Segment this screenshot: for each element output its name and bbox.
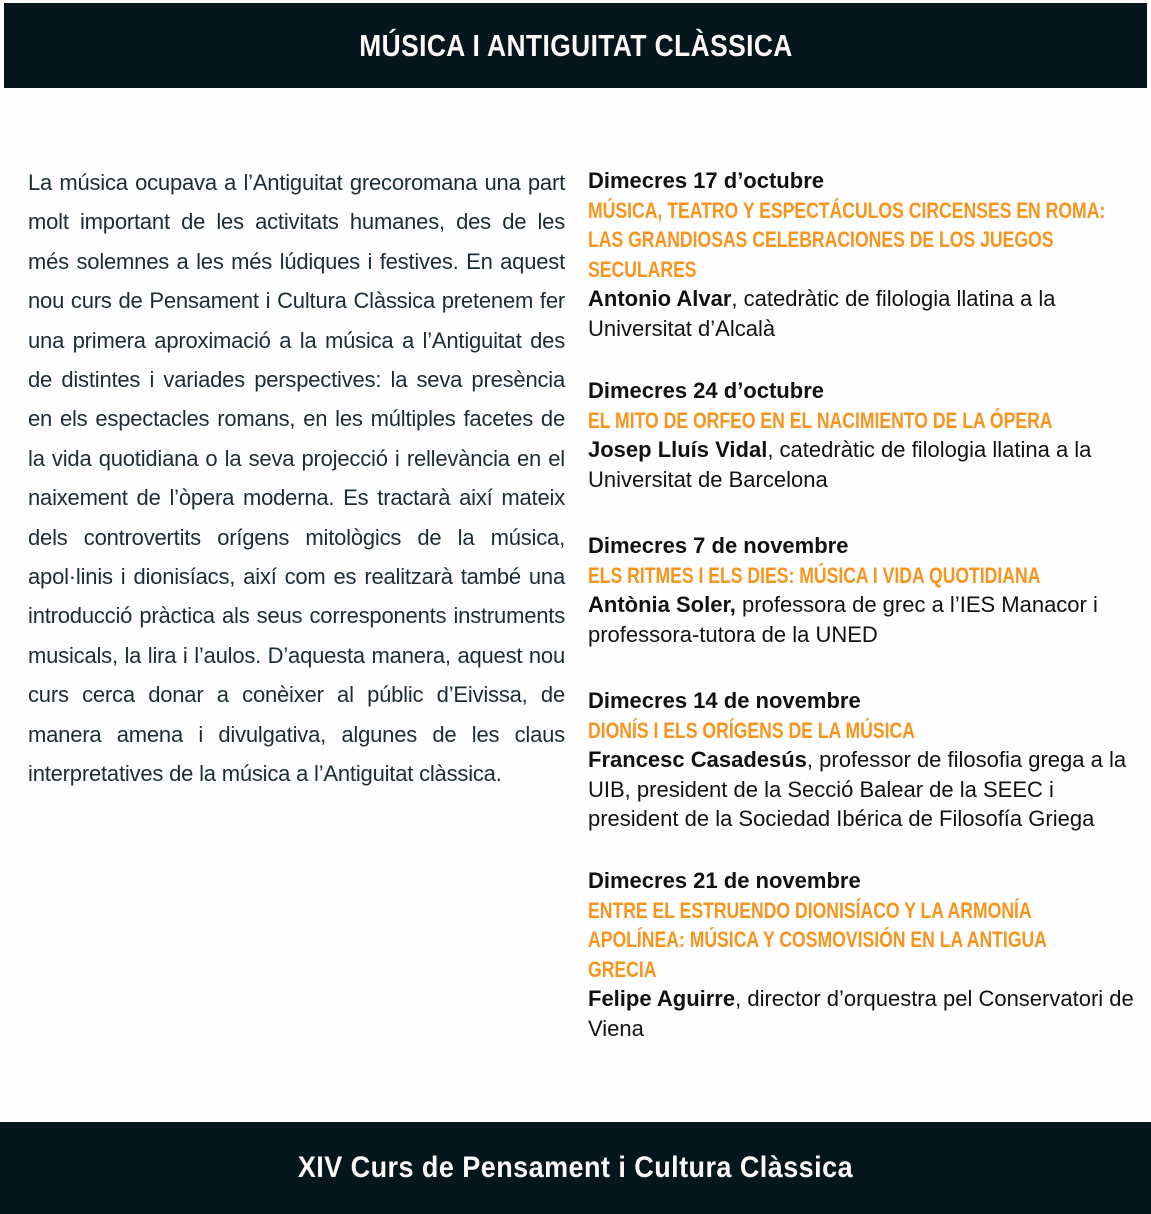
- session-title: [588, 561, 1144, 591]
- session-entry-2: [588, 376, 1144, 494]
- footer-title: XIV Curs de Pensament i Cultura Clàssica: [297, 1151, 854, 1184]
- session-title-line: SECULARES: [588, 256, 697, 282]
- session-title: [588, 196, 1144, 285]
- session-title-line: ENTRE EL ESTRUENDO DIONISÍACO Y LA ARMONÍA: [588, 897, 1032, 923]
- session-speaker: [588, 590, 1144, 649]
- session-speaker: [588, 745, 1144, 834]
- header-bar: [4, 3, 1147, 88]
- session-title: [588, 716, 1144, 746]
- footer-bar: [0, 1122, 1151, 1214]
- session-title-line: DIONÍS I ELS ORÍGENS DE LA MÚSICA: [588, 717, 915, 743]
- session-date: Dimecres 7 de novembre: [588, 533, 849, 558]
- session-date: Dimecres 24 d’octubre: [588, 378, 824, 403]
- session-title-line: LAS GRANDIOSAS CELEBRACIONES DE LOS JUEGOS: [588, 227, 1054, 253]
- session-date: Dimecres 14 de novembre: [588, 688, 861, 713]
- speaker-name: Josep Lluís Vidal: [588, 437, 768, 463]
- speaker-name: Francesc Casadesús: [588, 747, 807, 773]
- session-entry-3: [588, 531, 1144, 649]
- session-date: Dimecres 21 de novembre: [588, 868, 861, 893]
- speaker-description: professora de grec a l’IES Manacor i professora-tutora de la UNED: [588, 592, 1098, 647]
- speaker-description: , catedràtic de filologia llatina a la Universitat d’Alcalà: [588, 286, 1056, 341]
- session-entry-5: [588, 866, 1144, 1044]
- session-entry-4: [588, 686, 1144, 834]
- session-speaker: [588, 435, 1144, 494]
- page-title: MÚSICA I ANTIGUITAT CLÀSSICA: [358, 27, 793, 63]
- session-title-line: ELS RITMES I ELS DIES: MÚSICA I VIDA QUOTIDIANA: [588, 562, 1041, 588]
- speaker-name: Antònia Soler,: [588, 592, 736, 618]
- session-entry-1: [588, 166, 1144, 344]
- intro-paragraph: La música ocupava a l’Antiguitat grecoromana una part molt important de les activitats humanes, des de les més solemnes a les més lúdiques i festives. En aquest nou curs de Pensament i Cultura Clàssica pretenem fer una primera aproximació a la música a l’Antiguitat des de distintes i variades perspectives: la seva presència en els espectacles romans, en les múltiples facetes de la vida quotidiana o la seva projecció i rellevància en el naixement de l’òpera moderna. Es tractarà així mateix dels controvertits orígens mitològics de la música, apol·linis i dionisíacs, així com es realitzarà també una introducció pràctica als seus corresponents instruments musicals, la lira i l’aulos. D’aquesta manera, aquest nou curs cerca donar a conèixer al públic d’Eivissa, de manera amena i divulgativa, algunes de les claus interpretatives de la música a l’Antiguitat clàssica.: [28, 170, 565, 787]
- session-title-line: EL MITO DE ORFEO EN EL NACIMIENTO DE LA ÓPERA: [588, 407, 1053, 433]
- speaker-name: Felipe Aguirre: [588, 986, 736, 1012]
- speaker-description: , director d’orquestra pel Conservatori de Viena: [588, 986, 1134, 1041]
- session-title: [588, 406, 1144, 436]
- session-title-line: APOLÍNEA: MÚSICA Y COSMOVISIÓN EN LA ANTIGUA: [588, 927, 1047, 953]
- session-speaker: [588, 984, 1144, 1043]
- session-title: [588, 896, 1144, 985]
- session-speaker: [588, 284, 1144, 343]
- speaker-description: , catedràtic de filologia llatina a la Universitat de Barcelona: [588, 437, 1092, 492]
- intro-section: [28, 163, 565, 794]
- speaker-name: Antonio Alvar: [588, 286, 732, 312]
- session-title-line: MÚSICA, TEATRO Y ESPECTÁCULOS CIRCENSES EN ROMA:: [588, 197, 1106, 223]
- session-date: Dimecres 17 d’octubre: [588, 168, 824, 193]
- speaker-description: , professor de filosofia grega a la UIB, president de la Secció Balear de la SEEC i president de la Sociedad Ibérica de Filosofía Griega: [588, 747, 1127, 832]
- session-title-line: GRECIA: [588, 956, 657, 982]
